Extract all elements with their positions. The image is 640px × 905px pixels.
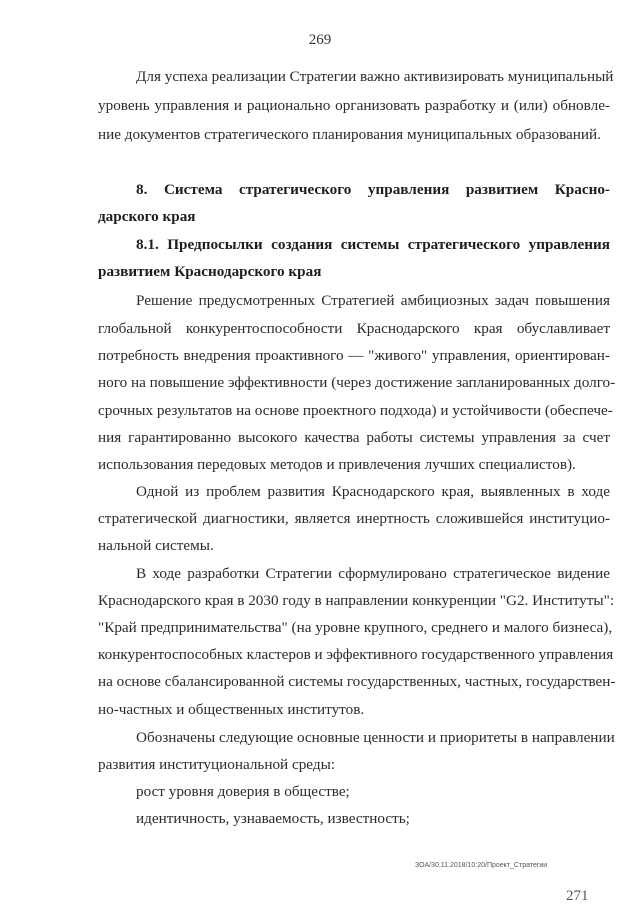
paragraph-line: стратегической диагностики, является инертность сложившейся институцио- (98, 510, 610, 527)
paragraph-line: Решение предусмотренных Стратегией амбициозных задач повышения (136, 292, 610, 309)
footer-stamp: ЗОА/30.11.2018/10:20/Проект_Стратегии (415, 862, 548, 869)
paragraph-line: потребность внедрения проактивного — "живого" управления, ориентирован- (98, 347, 610, 364)
paragraph-line: на основе сбалансированной системы государственных, частных, государствен- (98, 673, 616, 690)
paragraph-line: ного на повышение эффективности (через достижение запланированных долго- (98, 374, 616, 391)
paragraph-line: В ходе разработки Стратегии сформулировано стратегическое видение (136, 565, 610, 582)
bottom-page-number: 271 (566, 888, 589, 902)
paragraph-line: нальной системы. (98, 537, 214, 554)
paragraph-line: Обозначены следующие основные ценности и приоритеты в направлении (136, 729, 615, 746)
paragraph-line: ния гарантированно высокого качества работы системы управления за счет (98, 429, 610, 446)
list-item: идентичность, узнаваемость, известность; (136, 810, 410, 827)
subsection-heading: 8.1. Предпосылки создания системы стратегического управления (136, 236, 610, 253)
paragraph-line: срочных результатов на основе проектного подхода) и устойчивости (обеспече- (98, 402, 613, 419)
paragraph-line: глобальной конкурентоспособности Краснодарского края обуславливает (98, 320, 610, 337)
paragraph-line: но-частных и общественных институтов. (98, 701, 365, 718)
paragraph-line: Для успеха реализации Стратегии важно активизировать муниципальный (136, 68, 614, 85)
paragraph-line: "Край предпринимательства" (на уровне крупного, среднего и малого бизнеса), (98, 619, 613, 636)
paragraph-line: ние документов стратегического планирования муниципальных образований. (98, 126, 601, 143)
subsection-heading: развитием Краснодарского края (98, 263, 322, 280)
paragraph-line: Краснодарского края в 2030 году в направлении конкуренции "G2. Институты": (98, 592, 615, 609)
paragraph-line: уровень управления и рационально организовать разработку и (или) обновле- (98, 97, 610, 114)
list-item: рост уровня доверия в обществе; (136, 783, 350, 800)
section-heading: дарского края (98, 208, 196, 225)
page-number: 269 (308, 32, 332, 48)
section-heading: 8. Система стратегического управления развитием Красно- (136, 181, 610, 198)
paragraph-line: конкурентоспособных кластеров и эффективного государственного управления (98, 646, 614, 663)
paragraph-line: развития институциональной среды: (98, 756, 336, 773)
paragraph-line: Одной из проблем развития Краснодарского края, выявленных в ходе (136, 483, 610, 500)
paragraph-line: использования передовых методов и привлечения лучших специалистов). (98, 456, 576, 473)
